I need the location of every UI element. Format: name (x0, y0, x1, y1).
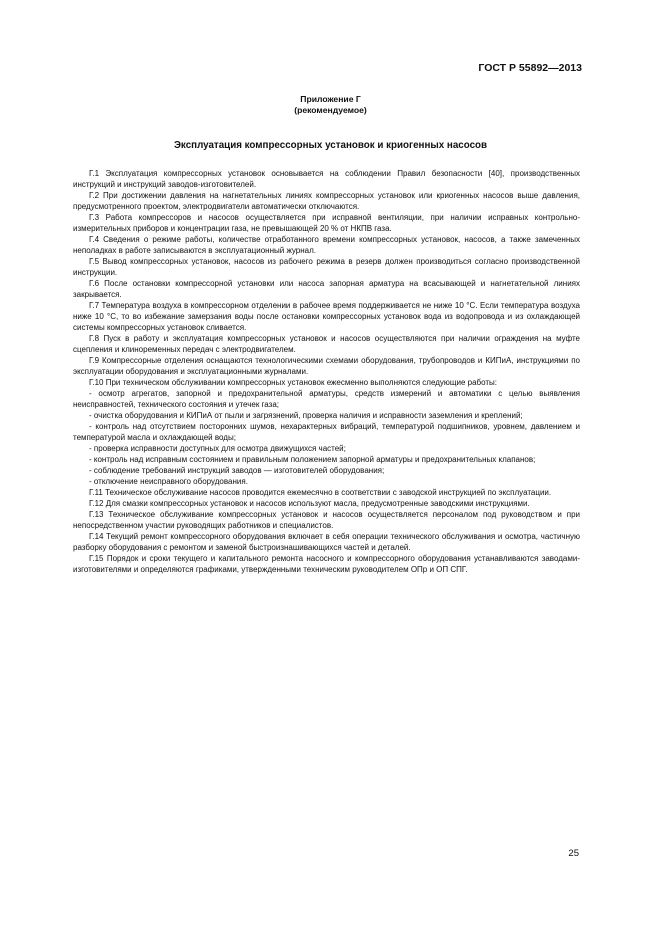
list-item: - очистка оборудования и КИПиА от пыли и загрязнений, проверка наличия и исправности заземления и креплений; (89, 411, 523, 420)
annex-title: Приложение Г (300, 94, 361, 104)
list-item: - проверка исправности доступных для осмотра движущихся частей; (89, 444, 346, 453)
paragraph: Г.7 Температура воздуха в компрессорном отделении в рабочее время поддерживается не ниже 10 °С. Если температура воздуха ниже 10 °С, то во избежание замерзания воды после остановки компрессорных установок вода из водопровода и из охлаждающей системы компрессорных установок сливается. (73, 301, 580, 332)
paragraph: Г.12 Для смазки компрессорных установок и насосов используют масла, предусмотренные заводскими инструкциями. (89, 499, 530, 508)
page-number: 25 (568, 848, 579, 859)
list-item: - контроль над исправным состоянием и правильным положением запорной арматуры и предохранительных клапанов; (89, 455, 536, 464)
paragraph: Г.11 Техническое обслуживание насосов проводится ежемесячно в соответствии с заводской инструкцией по эксплуатации. (89, 488, 552, 497)
list-item: - осмотр агрегатов, запорной и предохранительной арматуры, средств измерений и автоматики с целью выявления неисправностей, технического состояния и утечек газа; (73, 389, 580, 409)
list-item: - контроль над отсутствием посторонних шумов, нехарактерных вибраций, температурой подшипников, уровнем, давлением и температурой масла и охлаждающей воды; (73, 422, 580, 442)
list-item: - отключение неисправного оборудования. (89, 477, 248, 486)
paragraph: Г.9 Компрессорные отделения оснащаются технологическими схемами оборудования, трубопроводов и КИПиА, инструкциями по эксплуатации оборудования и эксплуатационными журналами. (73, 356, 580, 376)
paragraph: Г.6 После остановки компрессорной установки или насоса запорная арматура на всасывающей и нагнетательной линиях закрывается. (73, 279, 580, 299)
paragraph: Г.4 Сведения о режиме работы, количестве отработанного времени компрессорных установок, насосов, а также замеченных неполадках в работе записываются в эксплуатационный журнал. (73, 235, 580, 255)
document-code: ГОСТ Р 55892—2013 (478, 62, 582, 74)
paragraph: Г.13 Техническое обслуживание компрессорных установок и насосов осуществляется персоналом под руководством и при непосредственном участии руководящих работников и специалистов. (73, 510, 580, 530)
annex-status: (рекомендуемое) (294, 105, 367, 115)
paragraph: Г.8 Пуск в работу и эксплуатация компрессорных установок и насосов осуществляются при наличии ограждения на муфте сцепления и клиноременных передач с электродвигателем. (73, 334, 580, 354)
paragraph: Г.14 Текущий ремонт компрессорного оборудования включает в себя операции технического обслуживания и осмотра, частичную разборку оборудования с ремонтом и заменой быстроизнашивающихся частей и деталей. (73, 532, 580, 552)
paragraph: Г.15 Порядок и сроки текущего и капитального ремонта насосного и компрессорного оборудования устанавливаются заводами-изготовителями и определяются графиками, утвержденными техническим руководителем ОПр и ОП СПГ. (73, 554, 580, 574)
paragraph: Г.3 Работа компрессоров и насосов осуществляется при исправной вентиляции, при наличии исправных контрольно-измерительных приборов и концентрации газа, не превышающей 20 % от НКПВ газа. (73, 213, 580, 233)
paragraph: Г.1 Эксплуатация компрессорных установок основывается на соблюдении Правил безопасности [40], производственных инструкций и инструкций заводов-изготовителей. (73, 169, 580, 189)
body-text (73, 168, 580, 575)
paragraph: Г.5 Вывод компрессорных установок, насосов из рабочего режима в резерв должен производиться согласно производственной инструкции. (73, 257, 580, 277)
paragraph: Г.2 При достижении давления на нагнетательных линиях компрессорных установок или криогенных насосов выше давления, предусмотренного проектом, электродвигатели автоматически отключаются. (73, 191, 580, 211)
paragraph: Г.10 При техническом обслуживании компрессорных установок ежесменно выполняются следующие работы: (89, 378, 498, 387)
annex-block (0, 94, 661, 116)
list-item: - соблюдение требований инструкций заводов — изготовителей оборудования; (89, 466, 385, 475)
section-heading: Эксплуатация компрессорных установок и криогенных насосов (173, 140, 488, 151)
